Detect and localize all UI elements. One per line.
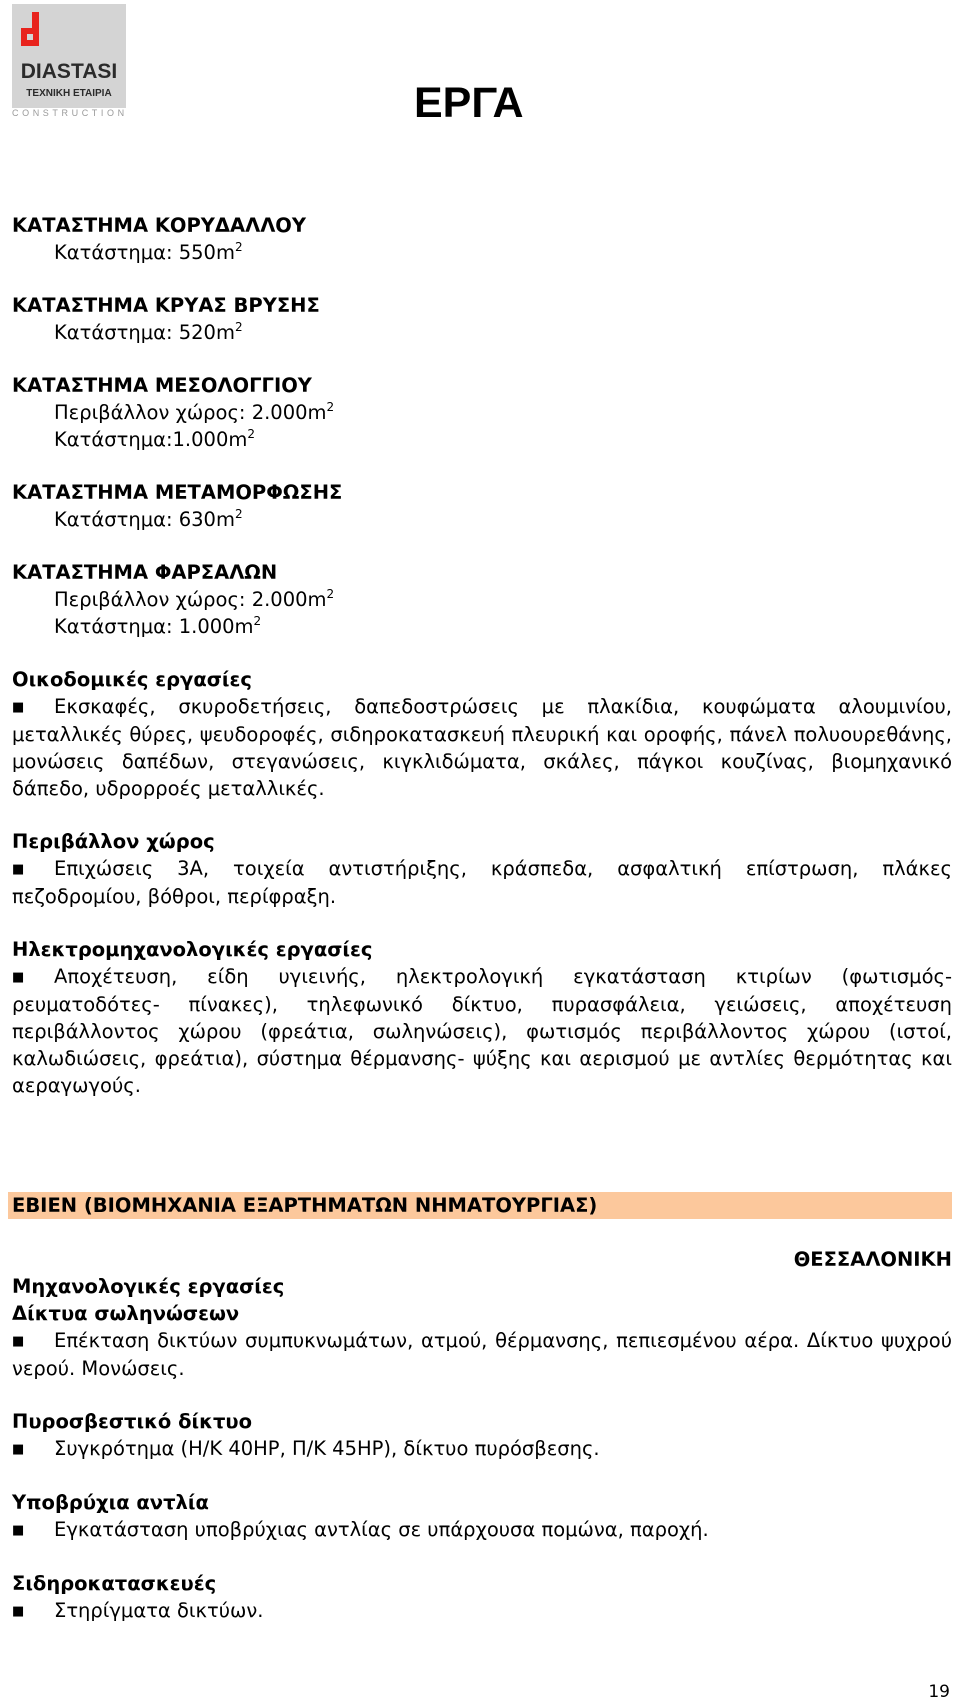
bullet-icon: ■: [12, 862, 25, 877]
section-title: Δίκτυα σωληνώσεων: [12, 1302, 240, 1325]
project-city: ΘΕΣΣΑΛΟΝΙΚΗ: [793, 1248, 952, 1271]
section-bullet: ■ Επέκταση δικτύων συμπυκνωμάτων, ατμού, θέρμανσης, πεπιεσμένου αέρα. Δίκτυο ψυχρού νερού. Μονώσεις.: [12, 1329, 952, 1380]
works-section: [12, 936, 952, 1099]
logo-name: DIASTASI: [20, 60, 118, 83]
project-title: ΕΒΙΕΝ (ΒΙΟΜΗΧΑΝΙΑ ΕΞΑΡΤΗΜΑΤΩΝ ΝΗΜΑΤΟΥΡΓΙΑΣ): [12, 1194, 598, 1217]
store-area-line: Κατάστημα: $550m^2$: [54, 240, 243, 264]
store-title: ΚΑΤΑΣΤΗΜΑ ΜΕΣΟΛΟΓΓΙΟΥ: [12, 374, 312, 397]
section-title: Οικοδομικές εργασίες: [12, 668, 252, 691]
store-title: ΚΑΤΑΣΤΗΜΑ ΦΑΡΣΑΛΩΝ: [12, 561, 278, 584]
works-section: [12, 1489, 952, 1544]
section-bullet: ■ Εγκατάσταση υποβρύχιας αντλίας σε υπάρχουσα πομώνα, παροχή.: [12, 1516, 952, 1544]
store-entry: [12, 372, 952, 453]
section-bullet: ■ Αποχέτευση, είδη υγιεινής, ηλεκτρολογική εγκατάσταση κτιρίων (φωτισμός-ρευματοδότες- πίνακες), τηλεφωνικό δίκτυο, πυρασφάλεια, γειώσεις, αποχέτευση περιβάλλοντος χώρου (φρεάτια, σωληνώσεις), φωτισμός περιβάλλοντος χώρου (ιστοί, καλωδιώσεις, φρεάτια), σύστημα θέρμανσης- ψύξης και αερισμού με αντλίες θερμότητας και αεραγωγούς.: [12, 965, 952, 1097]
store-entry: [12, 479, 952, 533]
section-bullet: ■ Στηρίγματα δικτύων.: [12, 1597, 952, 1625]
logo-tagline: CONSTRUCTION: [12, 108, 128, 118]
store-area-line: Κατάστημα: $1.000m^2$: [54, 614, 262, 638]
works-section: [12, 1570, 952, 1625]
section-bullet: ■ Συγκρότημα (Η/Κ 40HP, Π/Κ 45HP), δίκτυο πυρόσβεσης.: [12, 1435, 952, 1463]
store-entry: [12, 559, 952, 640]
works-section: [12, 1300, 952, 1382]
bullet-icon: ■: [12, 700, 25, 715]
store-area-line: Περιβάλλον χώρος: $2.000m^2$: [54, 587, 335, 611]
logo-subtitle: ΤΕΧΝΙΚΗ ΕΤΑΙΡΙΑ: [26, 88, 112, 99]
store-title: ΚΑΤΑΣΤΗΜΑ ΚΟΡΥΔΑΛΛΟΥ: [12, 214, 306, 237]
store-area-line: $K\alpha\tau ά\sigma\tau\eta\mu\alpha:1.000m^2$: [54, 427, 255, 451]
page-title: ΕΡΓΑ: [414, 79, 524, 127]
section-title: Περιβάλλον χώρος: [12, 830, 215, 853]
store-area-line: Περιβάλλον χώρος: $2.000m^2$: [54, 400, 335, 424]
store-entry: [12, 292, 952, 346]
project-details: [12, 1273, 952, 1651]
bullet-icon: ■: [12, 1442, 25, 1457]
bullet-icon: ■: [12, 1604, 25, 1619]
bullet-icon: ■: [12, 1334, 25, 1349]
works-section: [12, 828, 952, 910]
logo-mark-icon: [18, 12, 44, 48]
section-bullet: ■ Επιχώσεις 3Α, τοιχεία αντιστήριξης, κράσπεδα, ασφαλτική επίστρωση, πλάκες πεζοδρομίου, βόθροι, περίφραξη.: [12, 857, 952, 908]
works-section: [12, 666, 952, 802]
section-title: Πυροσβεστικό δίκτυο: [12, 1410, 252, 1433]
store-title: ΚΑΤΑΣΤΗΜΑ ΜΕΤΑΜΟΡΦΩΣΗΣ: [12, 481, 343, 504]
company-logo: [12, 4, 126, 108]
projects-list: [12, 212, 952, 1125]
store-area-line: Κατάστημα: $630m^2$: [54, 507, 243, 531]
page-number: 19: [928, 1682, 950, 1702]
section-title: Υποβρύχια αντλία: [12, 1491, 209, 1514]
section-title: Ηλεκτρομηχανολογικές εργασίες: [12, 938, 373, 961]
section-bullet: ■ Εκσκαφές, σκυροδετήσεις, δαπεδοστρώσεις με πλακίδια, κουφώματα αλουμινίου, μεταλλικές θύρες, ψευδοροφές, σιδηροκατασκευή πλευρική και οροφής, πάνελ πολυουρεθάνης, μονώσεις δαπέδων, στεγανώσεις, κιγκλιδώματα, σκάλες, πάγκοι κουζίνας, βιομηχανικό δάπεδο, υδρορροές μεταλλικές.: [12, 695, 952, 800]
project-subtitle: Μηχανολογικές εργασίες: [12, 1275, 285, 1298]
works-section: [12, 1408, 952, 1463]
project-title-bar: [8, 1192, 952, 1219]
store-title: ΚΑΤΑΣΤΗΜΑ ΚΡΥΑΣ ΒΡΥΣΗΣ: [12, 294, 320, 317]
store-entry: [12, 212, 952, 266]
section-title: Σιδηροκατασκευές: [12, 1572, 217, 1595]
bullet-icon: ■: [12, 970, 25, 985]
store-area-line: Κατάστημα: $520m^2$: [54, 320, 243, 344]
bullet-icon: ■: [12, 1523, 25, 1538]
